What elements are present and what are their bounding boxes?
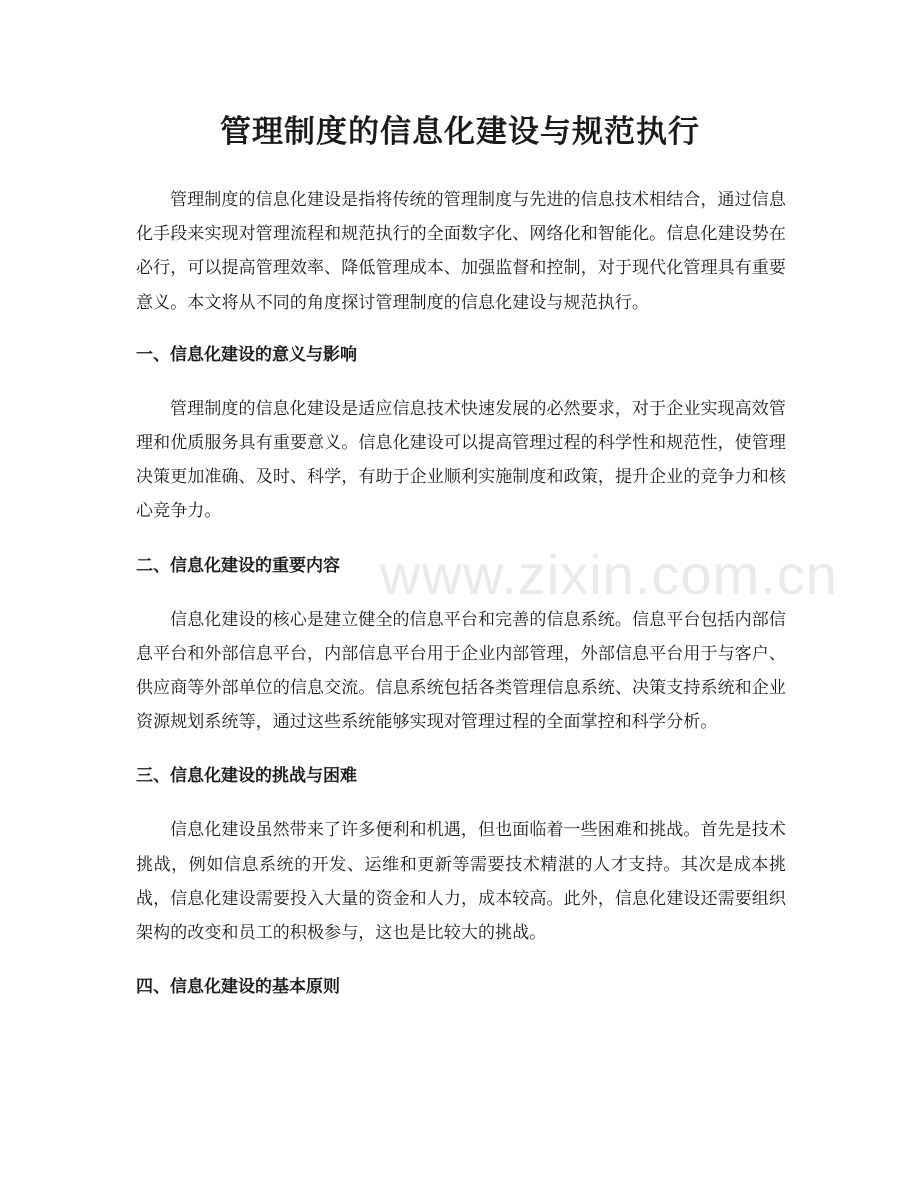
intro-paragraph: 管理制度的信息化建设是指将传统的管理制度与先进的信息技术相结合，通过信息化手段来实现对管理流程和规范执行的全面数字化、网络化和智能化。信息化建设势在必行，可以提高管理效率、降低管理成本、加强监督和控制，对于现代化管理具有重要意义。本文将从不同的角度探讨管理制度的信息化建设与规范执行。 [136, 190, 786, 313]
section-2-paragraph: 信息化建设的核心是建立健全的信息平台和完善的信息系统。信息平台包括内部信息平台和外部信息平台，内部信息平台用于企业内部管理，外部信息平台用于与客户、供应商等外部单位的信息交流。信息系统包括各类管理信息系统、决策支持系统和企业资源规划系统等，通过这些系统能够实现对管理过程的全面掌控和科学分析。 [136, 609, 786, 733]
section-4-heading: 四、信息化建设的基本原则 [136, 977, 340, 998]
watermark: www.zixin.com.cn [380, 543, 838, 606]
section-1-heading: 一、信息化建设的意义与影响 [136, 344, 357, 365]
section-1-paragraph: 管理制度的信息化建设是适应信息技术快速发展的必然要求，对于企业实现高效管理和优质服务具有重要意义。信息化建设可以提高管理过程的科学性和规范性，使管理决策更加准确、及时、科学，有助于企业顺利实施制度和政策，提升企业的竞争力和核心竞争力。 [136, 398, 786, 522]
document-body [136, 183, 786, 1004]
section-3-heading: 三、信息化建设的挑战与困难 [136, 766, 357, 787]
document-title: 管理制度的信息化建设与规范执行 [220, 114, 700, 150]
section-3-paragraph: 信息化建设虽然带来了许多便利和机遇，但也面临着一些困难和挑战。首先是技术挑战，例如信息系统的开发、运维和更新等需要技术精湛的人才支持。其次是成本挑战，信息化建设需要投入大量的资金和人力，成本较高。此外，信息化建设还需要组织架构的改变和员工的积极参与，这也是比较大的挑战。 [136, 820, 786, 944]
section-2-heading: 二、信息化建设的重要内容 [136, 555, 340, 576]
